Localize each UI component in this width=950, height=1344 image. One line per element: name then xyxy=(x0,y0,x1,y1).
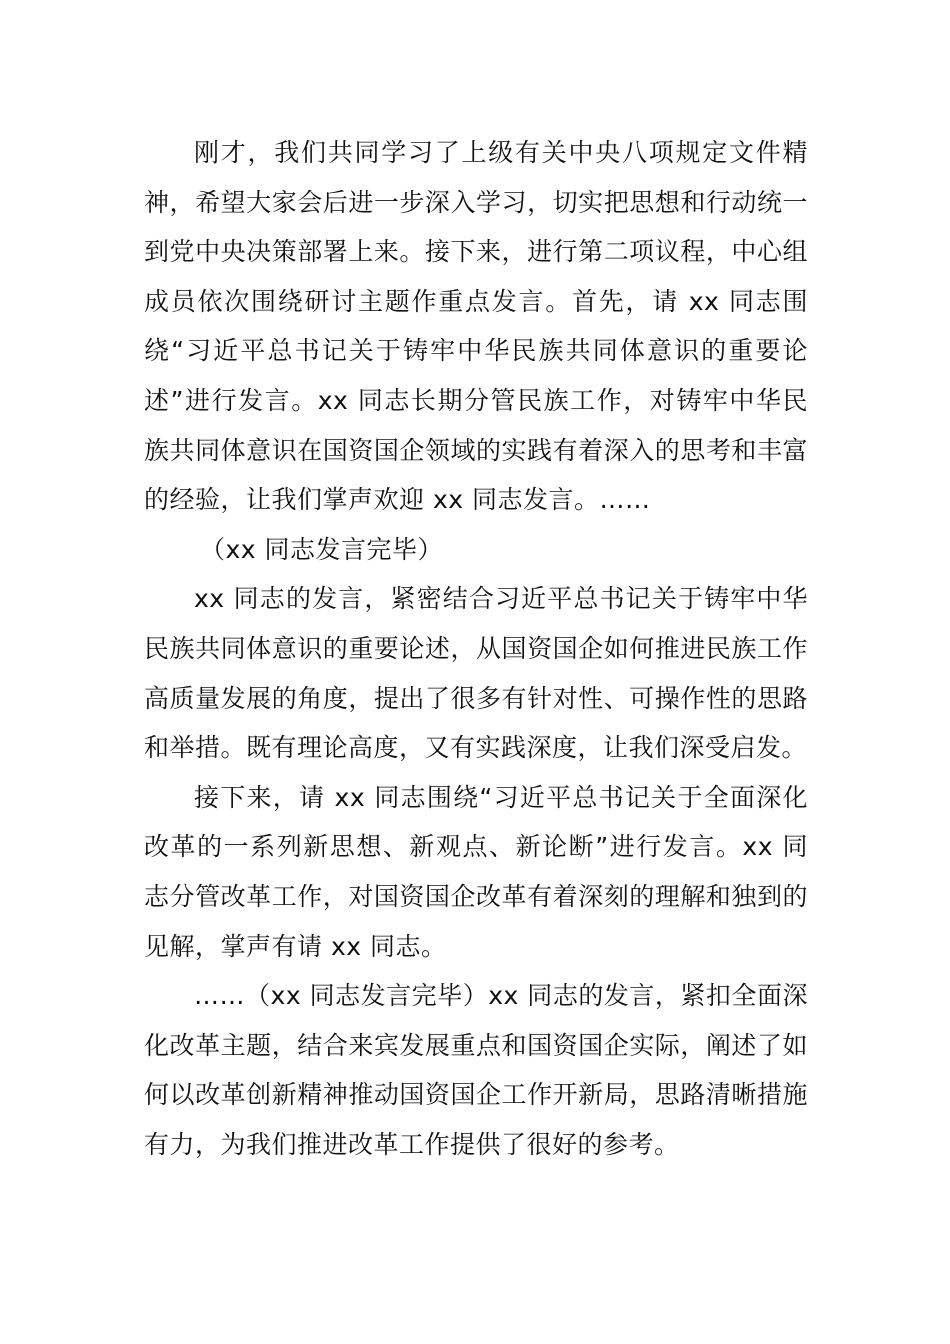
document-body xyxy=(144,128,808,1169)
paragraph-second-comment: ……（xx 同志发言完毕）xx 同志的发言，紧扣全面深化改革主题，结合来宾发展重点和国资国企实际，阐述了如何以改革创新精神推动国资国企工作开新局，思路清晰措施有力，为我们推进改革工作提供了很好的参考。 xyxy=(144,981,808,1159)
paragraph-first-comment: xx 同志的发言，紧密结合习近平总书记关于铸牢中华民族共同体意识的重要论述，从国资国企如何推进民族工作高质量发展的角度，提出了很多有针对性、可操作性的思路和举措。既有理论高度，又有实践深度，让我们深受启发。 xyxy=(144,584,808,763)
paragraph-speech-end-note: （xx 同志发言完毕） xyxy=(200,534,444,564)
paragraph-second-speaker: 接下来，请 xx 同志围绕“习近平总书记关于全面深化改革的一系列新思想、新观点、新论断”进行发言。xx 同志分管改革工作，对国资国企改革有着深刻的理解和独到的见解，掌声有请 xx 同志。 xyxy=(144,782,808,961)
paragraph-opening: 刚才，我们共同学习了上级有关中央八项规定文件精神，希望大家会后进一步深入学习，切实把思想和行动统一到党中央决策部署上来。接下来，进行第二项议程，中心组成员依次围绕研讨主题作重点发言。首先，请 xx 同志围绕“习近平总书记关于铸牢中华民族共同体意识的重要论述”进行发言。xx 同志长期分管民族工作，对铸牢中华民族共同体意识在国资国企领域的实践有着深入的思考和丰富的经验，让我们掌声欢迎 xx 同志发言。…… xyxy=(144,138,808,515)
